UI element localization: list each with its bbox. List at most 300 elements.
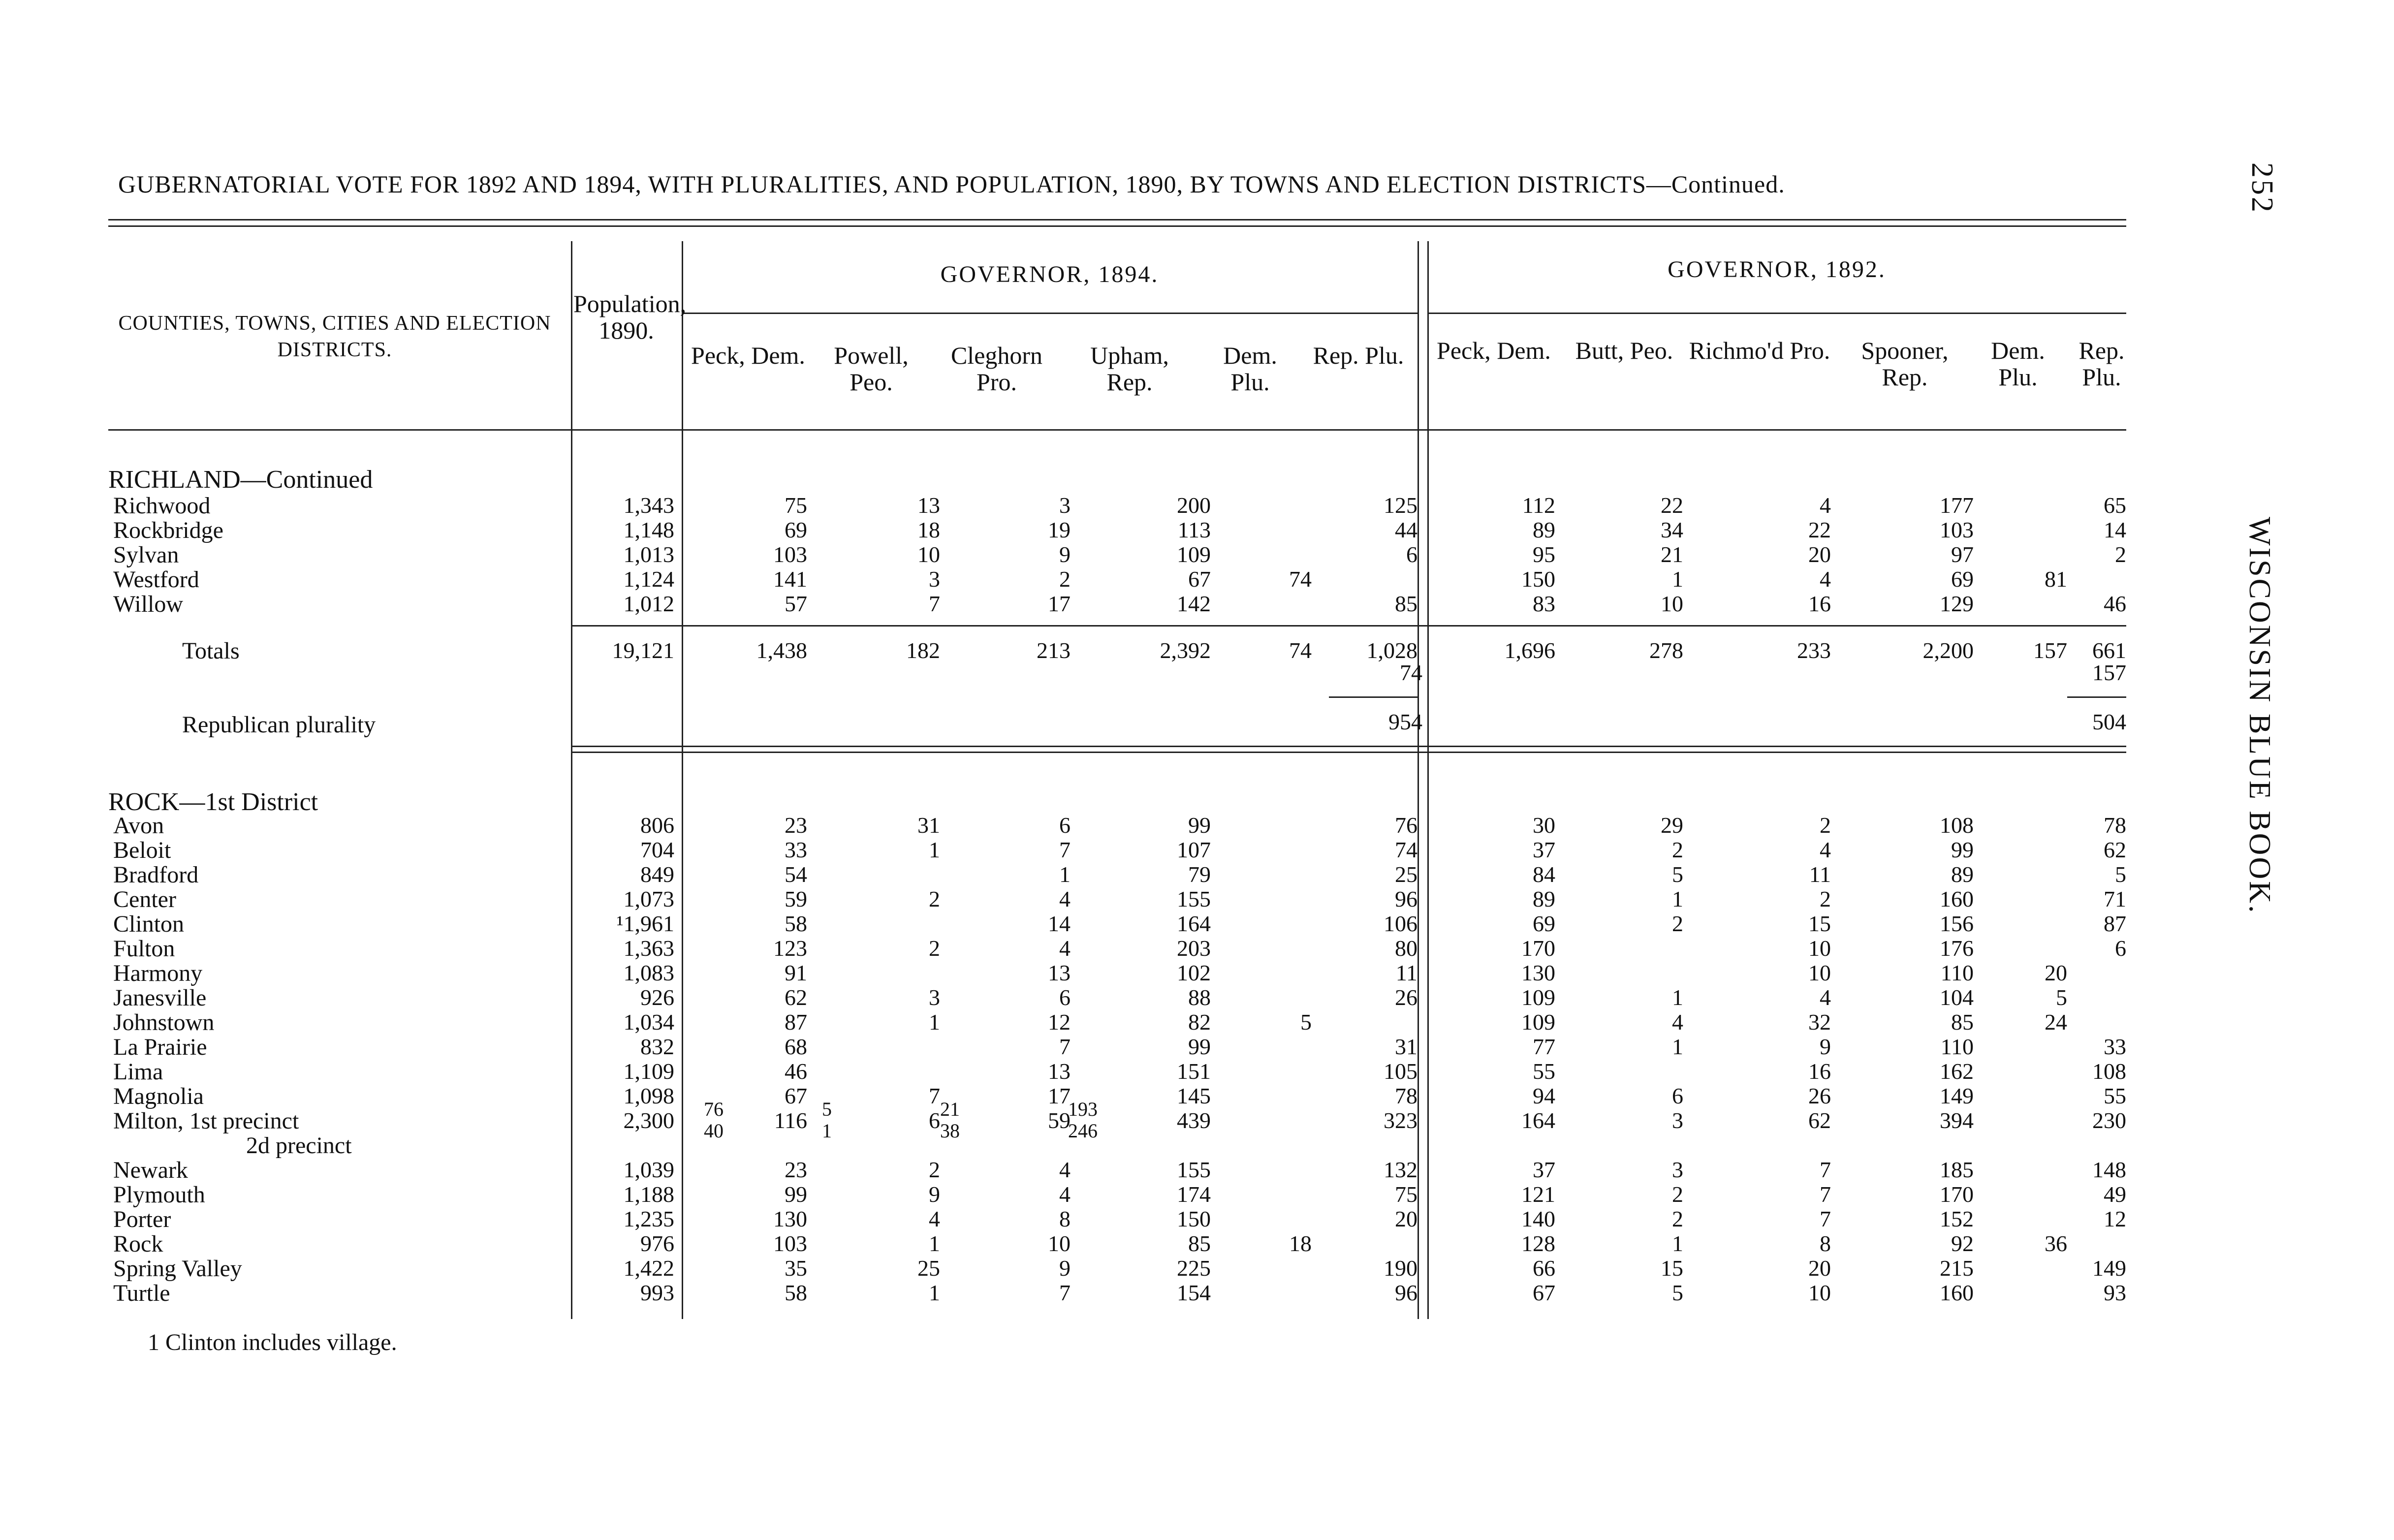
table-cell: 99 — [1188, 813, 1211, 838]
table-row-label: Westford — [113, 566, 199, 593]
table-cell: 2 — [929, 1157, 940, 1182]
table-cell: 849 — [640, 862, 674, 887]
table-cell: 29 — [1661, 813, 1683, 838]
table-cell: 1,109 — [623, 1059, 674, 1084]
table-row-label: Spring Valley — [113, 1256, 242, 1282]
table-cell: 103 — [773, 1231, 807, 1256]
table-cell: 2,300 — [623, 1108, 674, 1133]
table-cell: 10 — [917, 542, 940, 567]
table-cell: 156 — [1940, 911, 1974, 936]
table-cell: 1,343 — [623, 493, 674, 518]
top-rule — [108, 219, 2126, 220]
table-row-label: Fulton — [113, 936, 175, 962]
table-cell: 215 — [1940, 1256, 1974, 1281]
table-cell: 20 — [1395, 1206, 1418, 1231]
table-cell: 77 — [1533, 1034, 1555, 1059]
milton-split-peck: 40 — [704, 1120, 724, 1142]
table-cell: 3 — [929, 985, 940, 1010]
table-cell: 96 — [1395, 1280, 1418, 1305]
table-cell: 9 — [1059, 542, 1071, 567]
table-cell: 1,235 — [623, 1206, 674, 1231]
table-cell: 62 — [1808, 1108, 1831, 1133]
table-cell: 1 — [1672, 985, 1683, 1010]
table-cell: 67 — [785, 1083, 807, 1108]
table-row-label: Turtle — [113, 1280, 170, 1306]
table-cell: 37 — [1533, 1157, 1555, 1182]
table-cell: 2 — [1820, 886, 1831, 911]
header-cleghorn-94: Cleghorn Pro. — [950, 342, 1043, 396]
table-cell: 200 — [1177, 493, 1211, 518]
table-cell: 58 — [785, 1280, 807, 1305]
table-cell: 32 — [1808, 1009, 1831, 1035]
table-cell: 17 — [1048, 1083, 1071, 1108]
table-cell: 93 — [2104, 1280, 2126, 1305]
table-cell: 10 — [1808, 960, 1831, 985]
table-cell: 83 — [1533, 591, 1555, 616]
table-cell: 91 — [785, 960, 807, 985]
table-cell: 1,363 — [623, 936, 674, 961]
table-cell: 4 — [1820, 837, 1831, 862]
table-cell: 4 — [1820, 566, 1831, 592]
rock-heading: ROCK—1st District — [108, 788, 318, 816]
table-cell: 13 — [1048, 1059, 1071, 1084]
table-cell: 22 — [1808, 517, 1831, 542]
table-cell: 3 — [1672, 1157, 1683, 1182]
table-cell: 26 — [1808, 1083, 1831, 1108]
table-cell: 105 — [1384, 1059, 1418, 1084]
table-cell: 154 — [1177, 1280, 1211, 1305]
table-cell: 5 — [1300, 1009, 1312, 1035]
table-cell: 16 — [1808, 1059, 1831, 1084]
table-cell: 2 — [929, 936, 940, 961]
table-row-label: Milton, 1st precinct — [113, 1108, 299, 1134]
table-cell: 23 — [785, 1157, 807, 1182]
plurality-rule — [571, 746, 2126, 747]
table-cell: 85 — [1395, 591, 1418, 616]
table-cell: 104 — [1940, 985, 1974, 1010]
table-cell: 177 — [1940, 493, 1974, 518]
table-cell: 82 — [1188, 1009, 1211, 1035]
totals-cell: 661 — [2092, 638, 2126, 663]
table-cell: 130 — [773, 1206, 807, 1231]
table-cell: 148 — [2092, 1157, 2126, 1182]
table-cell: 8 — [1820, 1231, 1831, 1256]
table-cell: 1 — [1672, 1231, 1683, 1256]
table-cell: 62 — [2104, 837, 2126, 862]
table-cell: 203 — [1177, 936, 1211, 961]
table-row-label: Clinton — [113, 911, 185, 937]
table-cell: 23 — [785, 813, 807, 838]
table-cell: 11 — [1809, 862, 1831, 887]
table-cell: 112 — [1522, 493, 1555, 518]
header-bottom-rule — [108, 429, 2126, 431]
milton-split-upham: 193 — [1068, 1098, 1098, 1120]
table-cell: 150 — [1521, 566, 1555, 592]
table-row-label: La Prairie — [113, 1034, 207, 1060]
table-cell: 125 — [1384, 493, 1418, 518]
table-cell: 20 — [1808, 1256, 1831, 1281]
table-cell: 225 — [1177, 1256, 1211, 1281]
header-spooner-92: Spooner, Rep. — [1861, 337, 1949, 391]
table-cell: 87 — [2104, 911, 2126, 936]
table-cell: 15 — [1808, 911, 1831, 936]
table-row-label: Plymouth — [113, 1182, 205, 1208]
table-cell: 7 — [929, 591, 940, 616]
table-cell: 67 — [1533, 1280, 1555, 1305]
table-cell: 164 — [1521, 1108, 1555, 1133]
table-cell: 1 — [1672, 886, 1683, 911]
table-cell: 59 — [785, 886, 807, 911]
header-repplu-94: Rep. Plu. — [1313, 342, 1404, 369]
table-cell: 160 — [1940, 1280, 1974, 1305]
table-cell: 8 — [1059, 1206, 1071, 1231]
table-cell: 4 — [1059, 936, 1071, 961]
table-cell: 9 — [929, 1182, 940, 1207]
table-cell: 1 — [929, 1231, 940, 1256]
table-row-label: Porter — [113, 1206, 171, 1232]
table-cell: 69 — [1533, 911, 1555, 936]
table-cell: 33 — [785, 837, 807, 862]
totals-sub-rep94: 74 — [1400, 660, 1422, 685]
table-cell: 149 — [1940, 1083, 1974, 1108]
table-cell: 10 — [1808, 936, 1831, 961]
table-cell: 20 — [1808, 542, 1831, 567]
table-cell: 155 — [1177, 886, 1211, 911]
totals-cell: 1,696 — [1504, 638, 1555, 663]
table-cell: 88 — [1188, 985, 1211, 1010]
table-cell: 141 — [773, 566, 807, 592]
col-sep — [571, 241, 572, 1319]
table-cell: 129 — [1940, 591, 1974, 616]
table-row-label: Sylvan — [113, 542, 179, 568]
table-cell: 190 — [1384, 1256, 1418, 1281]
table-cell: 1 — [1672, 566, 1683, 592]
table-row-label: Richwood — [113, 493, 211, 519]
table-cell: 149 — [2092, 1256, 2126, 1281]
table-cell: 160 — [1940, 886, 1974, 911]
table-cell: 110 — [1940, 1034, 1974, 1059]
table-cell: 26 — [1395, 985, 1418, 1010]
header-repplu-92: Rep. Plu. — [2079, 337, 2125, 391]
table-cell: 25 — [1395, 862, 1418, 887]
table-cell: 7 — [1059, 837, 1071, 862]
table-cell: 123 — [773, 936, 807, 961]
table-cell: 2 — [929, 886, 940, 911]
table-cell: 4 — [1672, 1009, 1683, 1035]
table-cell: 185 — [1940, 1157, 1974, 1182]
header-upham-94: Upham, Rep. — [1090, 342, 1169, 396]
table-cell: 16 — [1808, 591, 1831, 616]
table-cell: 34 — [1661, 517, 1683, 542]
totals-cell: 1,028 — [1366, 638, 1418, 663]
table-row-label: Beloit — [113, 837, 171, 863]
table-cell: 35 — [785, 1256, 807, 1281]
table-cell: 19 — [1048, 517, 1071, 542]
table-cell: 102 — [1177, 960, 1211, 985]
table-cell: 99 — [785, 1182, 807, 1207]
table-cell: 3 — [1672, 1108, 1683, 1133]
table-cell: 4 — [929, 1206, 940, 1231]
table-cell: 1,188 — [623, 1182, 674, 1207]
table-cell: 1,039 — [623, 1157, 674, 1182]
milton-split-cleghorn: 21 — [940, 1098, 960, 1120]
table-cell: 128 — [1521, 1231, 1555, 1256]
milton-split-powell: 1 — [822, 1120, 832, 1142]
table-cell: 71 — [2104, 886, 2126, 911]
table-cell: 66 — [1533, 1256, 1555, 1281]
table-row-label: Bradford — [113, 862, 199, 888]
table-cell: 31 — [1395, 1034, 1418, 1059]
table-cell: 94 — [1533, 1083, 1555, 1108]
table-cell: 65 — [2104, 493, 2126, 518]
table-cell: 75 — [1395, 1182, 1418, 1207]
table-cell: 10 — [1661, 591, 1683, 616]
table-row-label: Lima — [113, 1059, 163, 1085]
table-cell: 993 — [640, 1280, 674, 1305]
table-cell: 107 — [1177, 837, 1211, 862]
table-cell: 9 — [1820, 1034, 1831, 1059]
table-cell: 11 — [1395, 960, 1418, 985]
table-cell: 106 — [1384, 911, 1418, 936]
header-population: Population, 1890. — [573, 290, 687, 344]
milton-split-peck: 76 — [704, 1098, 724, 1120]
table-cell: 1 — [1672, 1034, 1683, 1059]
table-cell: 49 — [2104, 1182, 2126, 1207]
table-cell: 99 — [1951, 837, 1974, 862]
table-cell: 89 — [1951, 862, 1974, 887]
table-cell: 4 — [1820, 985, 1831, 1010]
table-cell: 140 — [1521, 1206, 1555, 1231]
table-cell: 36 — [2045, 1231, 2067, 1256]
table-row-label-sub: 2d precinct — [246, 1132, 352, 1159]
totals-cell: 213 — [1037, 638, 1071, 663]
table-cell: 85 — [1951, 1009, 1974, 1035]
book-title: WISCONSIN BLUE BOOK. — [2243, 517, 2276, 915]
table-cell: 59 — [1048, 1108, 1071, 1133]
table-row-label: Magnolia — [113, 1083, 204, 1109]
col-sep — [682, 241, 683, 1319]
table-cell: 174 — [1177, 1182, 1211, 1207]
header-richmond-92: Richmo'd Pro. — [1689, 337, 1830, 364]
table-cell: 1,013 — [623, 542, 674, 567]
table-cell: 2 — [1059, 566, 1071, 592]
table-cell: 2 — [2115, 542, 2126, 567]
table-cell: 55 — [1533, 1059, 1555, 1084]
plurality-rep94: 954 — [1388, 709, 1422, 734]
table-cell: 1,124 — [623, 566, 674, 592]
table-row-label: Rock — [113, 1231, 163, 1257]
table-row-label: Rockbridge — [113, 517, 223, 543]
header-demplu-94: Dem. Plu. — [1223, 342, 1277, 396]
table-cell: 6 — [1059, 985, 1071, 1010]
table-cell: 5 — [1672, 862, 1683, 887]
header-peck-94: Peck, Dem. — [691, 342, 805, 369]
table-cell: 164 — [1177, 911, 1211, 936]
totals-cell: 233 — [1797, 638, 1831, 663]
table-cell: 6 — [1059, 813, 1071, 838]
table-cell: 1 — [929, 837, 940, 862]
table-cell: 155 — [1177, 1157, 1211, 1182]
table-cell: 4 — [1820, 493, 1831, 518]
table-cell: 99 — [1188, 1034, 1211, 1059]
table-cell: 103 — [1940, 517, 1974, 542]
table-cell: 108 — [1940, 813, 1974, 838]
table-cell: 832 — [640, 1034, 674, 1059]
table-cell: 4 — [1059, 886, 1071, 911]
table-cell: 4 — [1059, 1182, 1071, 1207]
table-cell: 394 — [1940, 1108, 1974, 1133]
table-cell: 108 — [2092, 1059, 2126, 1084]
table-cell: 10 — [1048, 1231, 1071, 1256]
table-cell: 89 — [1533, 886, 1555, 911]
totals-cell: 2,392 — [1160, 638, 1211, 663]
table-cell: 4 — [1059, 1157, 1071, 1182]
totals-sub-rep92: 157 — [2092, 660, 2126, 685]
table-cell: 152 — [1940, 1206, 1974, 1231]
table-cell: 7 — [929, 1083, 940, 1108]
table-cell: 6 — [2115, 936, 2126, 961]
table-cell: 76 — [1395, 813, 1418, 838]
milton-split-cleghorn: 38 — [940, 1120, 960, 1142]
plurality-label: Republican plurality — [182, 712, 376, 738]
table-cell: 68 — [785, 1034, 807, 1059]
table-cell: 1,422 — [623, 1256, 674, 1281]
totals-cell: 157 — [2033, 638, 2067, 663]
table-cell: 439 — [1177, 1108, 1211, 1133]
table-cell: 87 — [785, 1009, 807, 1035]
table-cell: 109 — [1177, 542, 1211, 567]
table-cell: 80 — [1395, 936, 1418, 961]
table-cell: 3 — [929, 566, 940, 592]
table-cell: 162 — [1940, 1059, 1974, 1084]
table-cell: 5 — [2115, 862, 2126, 887]
table-cell: 58 — [785, 911, 807, 936]
table-cell: 976 — [640, 1231, 674, 1256]
sub-rule-94 — [1329, 696, 1418, 698]
table-cell: 37 — [1533, 837, 1555, 862]
table-cell: 1,083 — [623, 960, 674, 985]
table-cell: 55 — [2104, 1083, 2126, 1108]
table-cell: 5 — [1672, 1280, 1683, 1305]
table-cell: 22 — [1661, 493, 1683, 518]
table-cell: 113 — [1177, 517, 1211, 542]
table-cell: 323 — [1384, 1108, 1418, 1133]
table-cell: 13 — [1048, 960, 1071, 985]
table-cell: 75 — [785, 493, 807, 518]
table-cell: 116 — [774, 1108, 807, 1133]
table-cell: 97 — [1951, 542, 1974, 567]
table-cell: 145 — [1177, 1083, 1211, 1108]
table-cell: 15 — [1661, 1256, 1683, 1281]
table-cell: 46 — [2104, 591, 2126, 616]
sub-rule-92 — [2067, 696, 2126, 698]
totals-label: Totals — [182, 638, 240, 664]
table-cell: 1 — [929, 1280, 940, 1305]
table-row-label: Avon — [113, 813, 164, 839]
table-row-label: Janesville — [113, 985, 207, 1011]
table-cell: 2 — [1820, 813, 1831, 838]
header-powell-94: Powell, Peo. — [834, 342, 909, 396]
table-cell: 1 — [929, 1009, 940, 1035]
gov94-rule — [682, 313, 1418, 314]
table-cell: 1,034 — [623, 1009, 674, 1035]
table-cell: 926 — [640, 985, 674, 1010]
table-cell: 31 — [917, 813, 940, 838]
table-cell: 6 — [1672, 1083, 1683, 1108]
table-cell: 704 — [640, 837, 674, 862]
table-cell: 78 — [1395, 1083, 1418, 1108]
table-cell: 33 — [2104, 1034, 2126, 1059]
table-row-label: Harmony — [113, 960, 203, 986]
table-cell: 176 — [1940, 936, 1974, 961]
page-number: 252 — [2245, 162, 2279, 214]
totals-cell: 2,200 — [1922, 638, 1974, 663]
table-cell: 20 — [2045, 960, 2067, 985]
table-cell: 69 — [785, 517, 807, 542]
table-cell: 230 — [2092, 1108, 2126, 1133]
table-cell: 12 — [1048, 1009, 1071, 1035]
header-district: COUNTIES, TOWNS, CITIES AND ELECTION DISTRICTS. — [118, 312, 551, 361]
table-cell: 96 — [1395, 886, 1418, 911]
table-cell: 2 — [1672, 837, 1683, 862]
table-cell: 67 — [1188, 566, 1211, 592]
table-cell: 1,148 — [623, 517, 674, 542]
table-cell: 7 — [1820, 1182, 1831, 1207]
table-cell: 5 — [2056, 985, 2067, 1010]
header-peck-92: Peck, Dem. — [1437, 337, 1551, 364]
footnote: 1 Clinton includes village. — [148, 1329, 397, 1355]
table-cell: 170 — [1940, 1182, 1974, 1207]
table-cell: 21 — [1661, 542, 1683, 567]
table-cell: 2 — [1672, 911, 1683, 936]
table-cell: 3 — [1059, 493, 1071, 518]
table-cell: 151 — [1177, 1059, 1211, 1084]
table-cell: 18 — [1289, 1231, 1312, 1256]
table-cell: 1,073 — [623, 886, 674, 911]
table-cell: 132 — [1384, 1157, 1418, 1182]
table-cell: 806 — [640, 813, 674, 838]
table-cell: 85 — [1188, 1231, 1211, 1256]
table-cell: 2 — [1672, 1206, 1683, 1231]
table-cell: 2 — [1672, 1182, 1683, 1207]
table-row-label: Johnstown — [113, 1009, 215, 1036]
table-cell: 7 — [1820, 1157, 1831, 1182]
table-cell: 46 — [785, 1059, 807, 1084]
table-cell: 78 — [2104, 813, 2126, 838]
table-cell: 79 — [1188, 862, 1211, 887]
table-cell: 109 — [1521, 1009, 1555, 1035]
table-row-label: Willow — [113, 591, 184, 617]
table-cell: 74 — [1289, 566, 1312, 592]
table-cell: 74 — [1395, 837, 1418, 862]
totals-cell: 1,438 — [756, 638, 807, 663]
table-cell: 1,098 — [623, 1083, 674, 1108]
table-cell: 25 — [917, 1256, 940, 1281]
gov92-rule — [1427, 313, 2126, 314]
table-cell: 170 — [1521, 936, 1555, 961]
table-cell: 6 — [1406, 542, 1418, 567]
table-cell: 110 — [1940, 960, 1974, 985]
header-gov1892: GOVERNOR, 1892. — [1668, 256, 1886, 283]
richland-heading: RICHLAND—Continued — [108, 466, 373, 494]
table-cell: 6 — [929, 1108, 940, 1133]
totals-cell: 74 — [1289, 638, 1312, 663]
col-sep — [1418, 241, 1419, 1319]
table-cell: 1 — [1059, 862, 1071, 887]
table-cell: 142 — [1177, 591, 1211, 616]
table-cell: 7 — [1059, 1034, 1071, 1059]
table-cell: 14 — [2104, 517, 2126, 542]
